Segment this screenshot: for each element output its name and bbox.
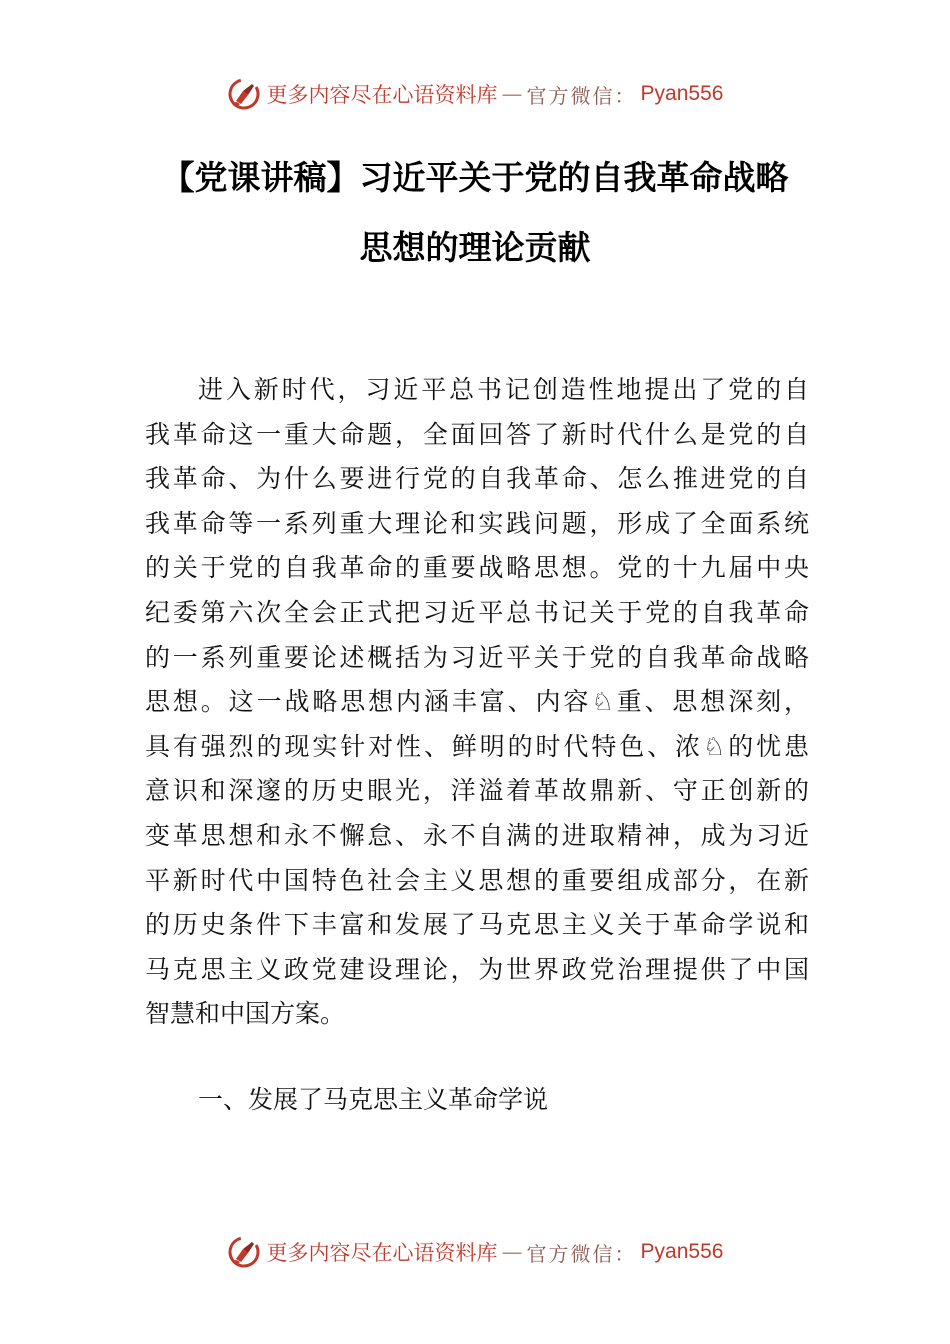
body-line: 我革命、为什么要进行党的自我革命、怎么推进党的自 xyxy=(145,464,809,494)
ink-brush-logo-icon xyxy=(227,77,261,111)
body-line: 的关于党的自我革命的重要战略思想。党的十九届中央 xyxy=(145,553,809,583)
body-line: 平新时代中国特色社会主义思想的重要组成部分，在新 xyxy=(145,865,809,895)
banner-wechat-label: 官方微信： xyxy=(526,83,637,108)
body-line: 意识和深邃的历史眼光，洋溢着革故鼎新、守正创新的 xyxy=(145,776,809,806)
body-line: 思想。这一战略思想内涵丰富、内容♘重、思想深刻， xyxy=(145,687,809,717)
banner-main-text: 更多内容尽在心语资料库 xyxy=(266,83,498,107)
ink-brush-logo-icon xyxy=(227,1235,261,1269)
body-line: 具有强烈的现实针对性、鲜明的时代特色、浓♘的忧患 xyxy=(145,731,809,761)
body-line: 变革思想和永不懈怠、永不自满的进取精神，成为习近 xyxy=(145,820,809,850)
document-title-line2: 思想的理论贡献 xyxy=(359,228,591,267)
body-paragraph xyxy=(145,368,809,1037)
banner-wechat-id: Pyan556 xyxy=(640,1240,724,1263)
section-heading: 一、发展了马克思主义革命学说 xyxy=(198,1085,549,1114)
footer-banner xyxy=(0,1232,950,1272)
body-line: 智慧和中国方案。 xyxy=(145,999,346,1029)
document-title-line1: 【党课讲稿】习近平关于党的自我革命战略 xyxy=(161,158,789,197)
banner-separator: — xyxy=(501,82,523,106)
body-line: 纪委第六次全会正式把习近平总书记关于党的自我革命 xyxy=(145,597,809,627)
body-line: 我革命等一系列重大理论和实践问题，形成了全面系统 xyxy=(145,508,809,538)
banner-main-text: 更多内容尽在心语资料库 xyxy=(266,1241,498,1265)
body-line: 的历史条件下丰富和发展了马克思主义关于革命学说和 xyxy=(145,910,809,940)
banner-wechat-id: Pyan556 xyxy=(640,82,724,105)
banner-wechat-label: 官方微信： xyxy=(526,1241,637,1266)
body-line: 进入新时代，习近平总书记创造性地提出了党的自 xyxy=(198,375,809,404)
header-banner xyxy=(0,74,950,114)
body-line: 我革命这一重大命题，全面回答了新时代什么是党的自 xyxy=(145,419,809,449)
body-line: 马克思主义政党建设理论，为世界政党治理提供了中国 xyxy=(145,954,809,984)
banner-separator: — xyxy=(501,1240,523,1264)
body-line: 的一系列重要论述概括为习近平关于党的自我革命战略 xyxy=(145,642,809,672)
